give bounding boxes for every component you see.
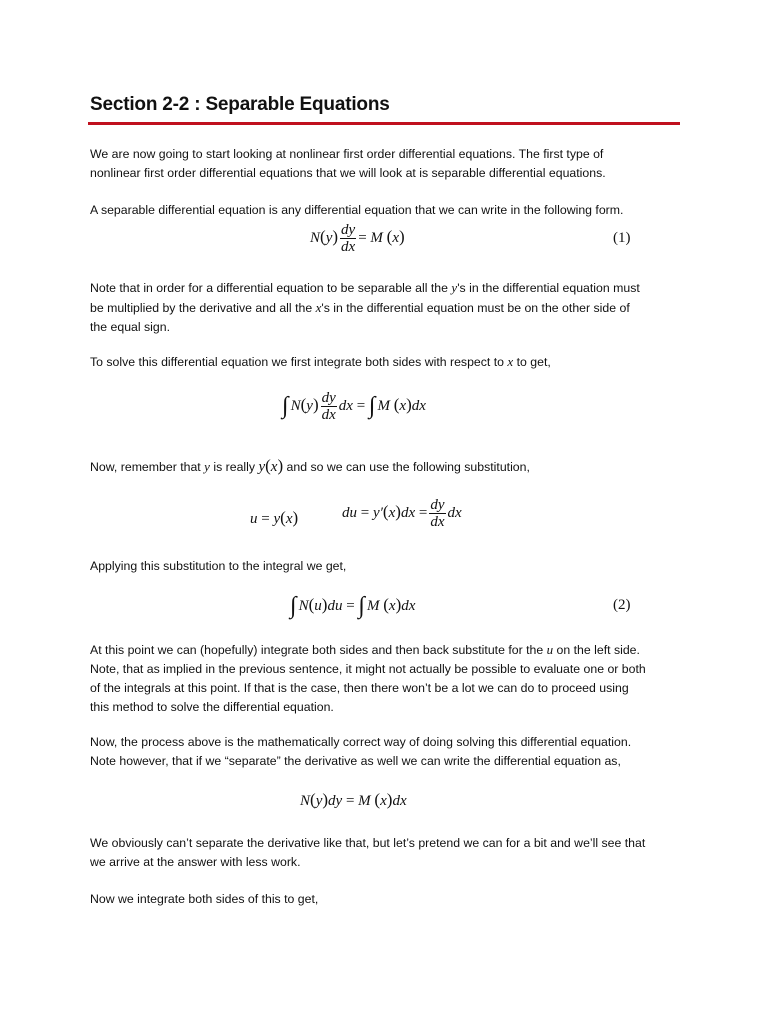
text-run: 's in the differential equation must be on the other side of [321,301,630,315]
equation-substitution-u: u = y(x) [250,508,299,527]
math-variable: y [451,280,458,295]
text-run: Note that in order for a differential equation to be separable all the [90,281,452,295]
text-run: and so we can use the following substitution, [286,460,530,474]
math-variable: u [546,642,554,657]
paragraph-line [90,640,690,660]
equation-separable-form: N(y) $\frac{dy}{dx}$ = M (x) [310,222,405,255]
paragraph-process [90,733,690,771]
paragraph-line [90,298,690,318]
paragraph-line: the equal sign. [90,320,170,334]
math-variable: x [507,354,514,369]
paragraph-applying: Applying this substitution to the integral we get, [90,559,347,573]
paragraph-integrate [90,352,690,372]
inline-math-y-of-x: y(x) [258,456,284,475]
paragraph-line: we arrive at the answer with less work. [90,855,301,869]
math-variable: x [315,300,322,315]
paragraph-definition: A separable differential equation is any differential equation that we can write in the following form. [90,203,624,217]
text-run: is really [209,460,259,474]
paragraph-line: Now, the process above is the mathematically correct way of doing solving this differential equation. [90,735,632,749]
paragraph-line: Note, that as implied in the previous sentence, it might not actually be possible to evaluate one or both [90,662,646,676]
equation-number-2: (2) [613,597,631,613]
section-title: Section 2-2 : Separable Equations [90,94,390,115]
paragraph-separable-note [90,278,690,337]
text-run: on the left side. [553,643,640,657]
equation-substitution-du: du = y′(x)dx = $\frac{dy}{dx}$ dx [342,497,462,530]
equation-separated-form: N(y)dy = M (x)dx [300,790,407,809]
text-run: be multiplied by the derivative and all the [90,301,316,315]
equation-number-1: (1) [613,230,631,246]
text-run: 's in the differential equation must [457,281,640,295]
text-run: To solve this differential equation we first integrate both sides with respect to [90,355,508,369]
paragraph-line: We obviously can’t separate the derivative like that, but let’s pretend we can for a bit and we’ll see that [90,836,646,850]
title-underline [88,122,680,125]
math-variable: y [204,459,210,474]
paragraph-remember [90,456,690,477]
equation-substituted-integral: ∫ N(u)du = ∫ M (x)dx [290,593,416,619]
paragraph-line: of the integrals at this point. If that is the case, then there won’t be a lot we can do to proceed using [90,681,629,695]
paragraph-at-this-point [90,640,690,717]
paragraph-intro [90,145,690,183]
paragraph-line: Note however, that if we “separate” the derivative as well we can write the differential equation as, [90,754,621,768]
paragraph-integrate-both: Now we integrate both sides of this to get, [90,892,319,906]
paragraph-line [90,278,690,298]
text-run: At this point we can (hopefully) integrate both sides and then back substitute for the [90,643,547,657]
paragraph-pretend [90,834,690,872]
paragraph-line: nonlinear first order differential equations that we will look at is separable differential equations. [90,166,606,180]
text-run: Now, remember that [90,460,205,474]
paragraph-line: We are now going to start looking at nonlinear first order differential equations. The first type of [90,147,604,161]
text-run: to get, [513,355,551,369]
equation-integral-both-sides: ∫ N(y) $\frac{dy}{dx}$ dx = ∫ M (x)dx [282,390,426,423]
paragraph-line: this method to solve the differential equation. [90,700,334,714]
